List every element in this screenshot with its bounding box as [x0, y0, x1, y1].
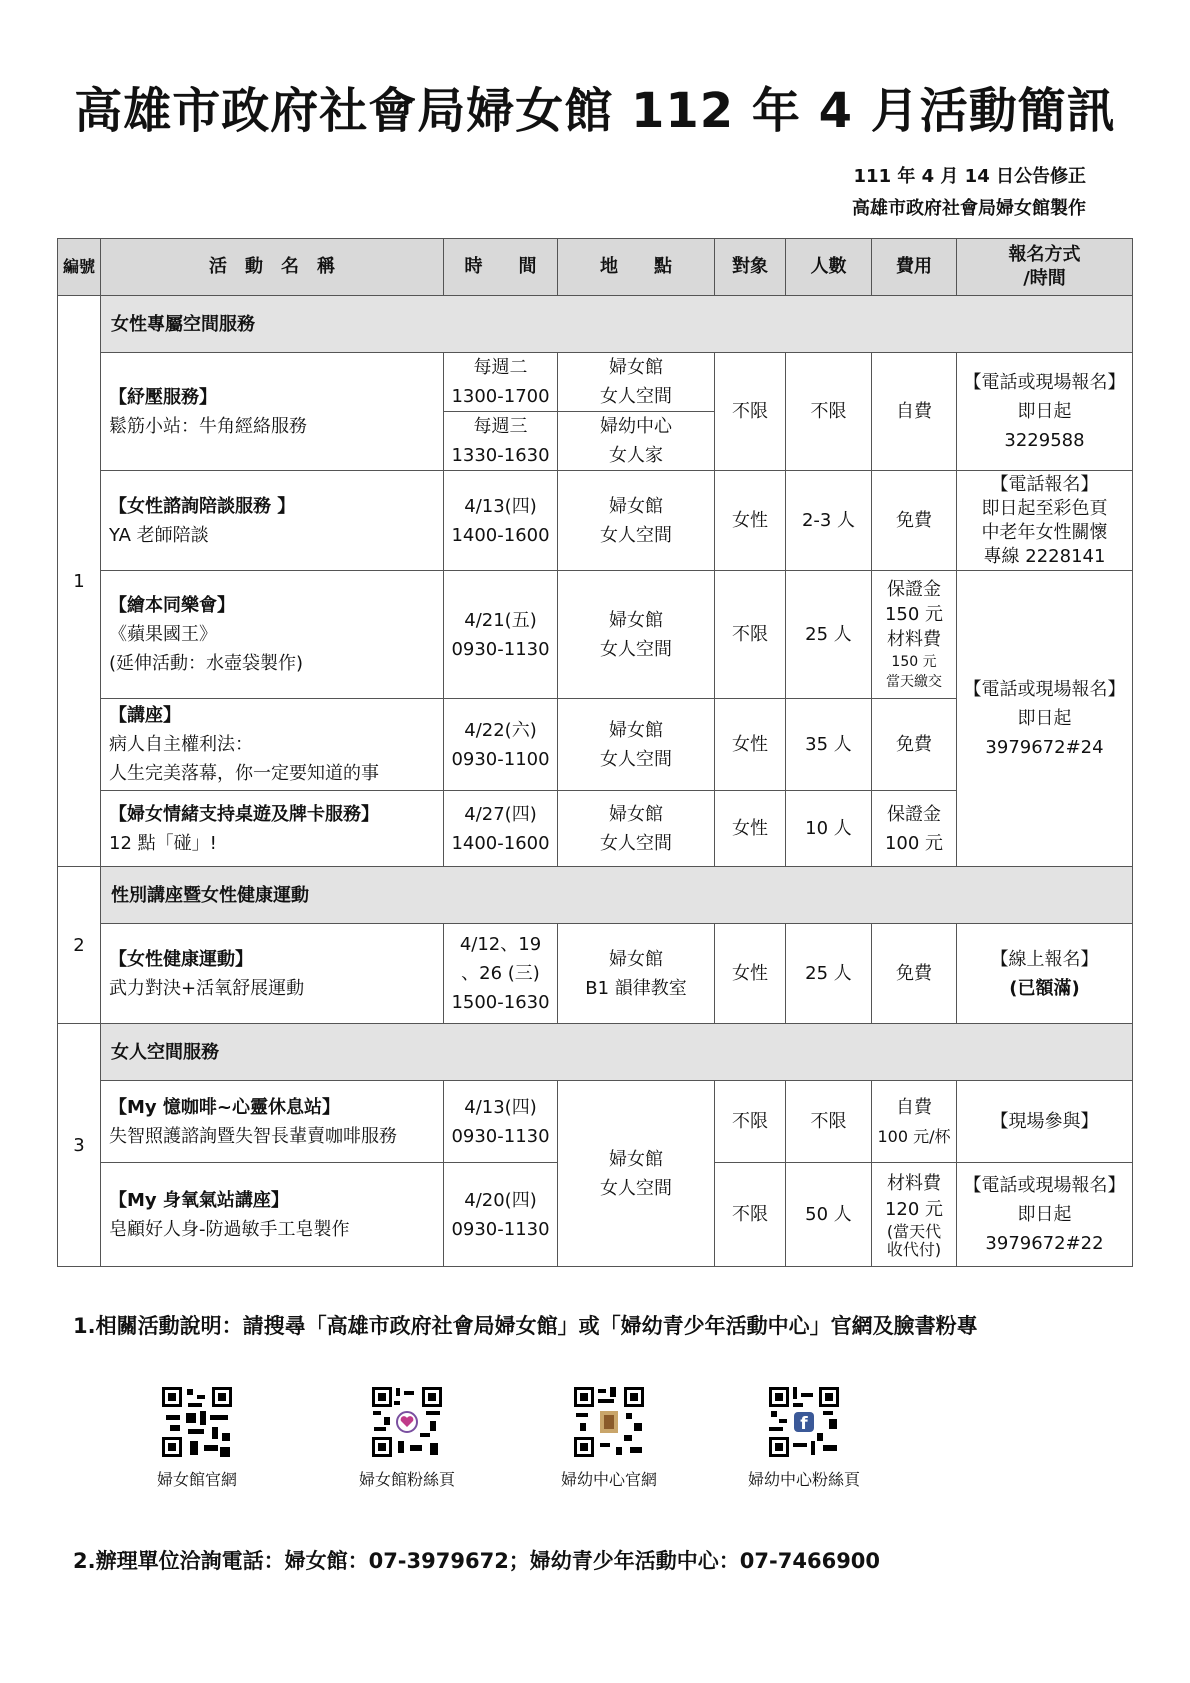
table-row [58, 1081, 1133, 1163]
qr-caption: 婦幼中心粉絲頁 [747, 1470, 860, 1489]
signup-start: 即日起 [1017, 401, 1072, 422]
qr-block-women-center-fanpage[interactable] [332, 1385, 482, 1490]
activity-place [558, 699, 715, 791]
activity-target: 不限 [715, 353, 786, 471]
place-building: 婦女館 [609, 609, 663, 631]
activity-count: 10 人 [786, 791, 872, 867]
activity-place [558, 924, 715, 1024]
activity-target: 女性 [715, 699, 786, 791]
header-name: 活 動 名 稱 [101, 239, 444, 296]
fee-note: (當天代 [886, 1221, 942, 1241]
activity-signup [957, 924, 1133, 1024]
fee-material: 材料費 [887, 629, 941, 650]
activity-name [101, 1081, 444, 1163]
activity-title: 【My 憶咖啡~心靈休息站】 [109, 1096, 340, 1118]
activity-name [101, 571, 444, 699]
place-building: 婦女館 [609, 803, 663, 825]
activity-fee [872, 1163, 957, 1267]
place-building: 婦女館 [609, 357, 663, 378]
signup-method: 【線上報名】 [990, 948, 1099, 970]
place-room: 女人空間 [600, 524, 672, 546]
activity-time [444, 353, 558, 412]
section-row [58, 296, 1133, 353]
place-building: 婦女館 [609, 495, 663, 517]
activity-fee [872, 1081, 957, 1163]
activity-count: 不限 [786, 1081, 872, 1163]
time-day: 每週三 [473, 416, 528, 437]
place-building: 婦女館 [609, 719, 663, 741]
section-title: 女性專屬空間服務 [101, 296, 1133, 353]
fee-deposit: 保證金 [887, 803, 941, 825]
activity-place [558, 412, 715, 471]
revision-date: 111 年 4 月 14 日公告修正 [853, 166, 1086, 187]
activity-signup [957, 1163, 1133, 1267]
activity-place [558, 353, 715, 412]
activity-title: 【女性諮詢陪談服務 】 [109, 495, 296, 517]
page-title: 高雄市政府社會局婦女館 112 年 4 月活動簡訊 [74, 83, 1116, 139]
qr-code-icon[interactable] [767, 1385, 841, 1459]
section-row [58, 867, 1133, 924]
activity-name [101, 1163, 444, 1267]
place-room: 女人空間 [600, 1177, 672, 1199]
fee-amount: 120 元 [884, 1198, 944, 1220]
fee-note-cont: 收代付) [886, 1239, 942, 1259]
activity-name [101, 699, 444, 791]
time-hours: 1330-1630 [451, 445, 550, 466]
activity-target: 女性 [715, 924, 786, 1024]
activity-title: 【My 身氧氣站講座】 [109, 1189, 289, 1211]
note-contact-phones: 2.辦理單位洽詢電話：婦女館：07-3979672；婦幼青少年活動中心：07-7466900 [73, 1549, 881, 1573]
fee-material-amount: 150 元 [891, 654, 937, 670]
section-number: 2 [58, 867, 101, 1024]
fee-deposit-amount: 100 元 [884, 832, 944, 854]
time-hours: 1400-1600 [451, 524, 550, 546]
signup-method: 【電話或現場報名】 [963, 679, 1126, 700]
qr-caption: 婦女館官網 [156, 1470, 237, 1489]
activity-desc: 失智照護諮詢暨失智長輩賣咖啡服務 [109, 1125, 397, 1147]
place-room: 女人空間 [600, 748, 672, 770]
time-hours: 1300-1700 [451, 386, 550, 407]
activity-table [57, 238, 1133, 1267]
place-building: 婦幼中心 [600, 416, 672, 437]
header-fee: 費用 [872, 239, 957, 296]
activity-count: 25 人 [786, 924, 872, 1024]
time-day: 4/27(四) [464, 803, 537, 825]
activity-fee [872, 791, 957, 867]
time-day: 4/20(四) [464, 1189, 537, 1211]
signup-phone: 3979672#22 [985, 1233, 1104, 1254]
activity-time [444, 791, 558, 867]
section-number: 1 [58, 296, 101, 867]
header-signup [957, 239, 1133, 296]
place-building: 婦女館 [609, 948, 663, 970]
activity-fee: 免費 [872, 924, 957, 1024]
fee-amount: 100 元/杯 [877, 1126, 951, 1146]
time-hours: 0930-1130 [451, 1218, 550, 1240]
activity-desc: 病人自主權利法： [109, 734, 253, 755]
signup-method: 【電話報名】 [990, 473, 1099, 495]
svg-text:f: f [800, 1414, 808, 1434]
signup-phone: 3979672#24 [985, 737, 1104, 758]
place-room: 女人空間 [600, 832, 672, 854]
activity-signup [957, 571, 1133, 867]
time-dates: 4/12、19 [459, 934, 542, 955]
producer: 高雄市政府社會局婦女館製作 [852, 198, 1086, 219]
signup-start: 即日起 [1017, 708, 1072, 729]
header-target: 對象 [715, 239, 786, 296]
activity-count: 25 人 [786, 571, 872, 699]
table-row [58, 353, 1133, 412]
activity-fee [872, 571, 957, 699]
activity-title: 【繪本同樂會】 [109, 595, 235, 616]
signup-phone: 3229588 [1004, 430, 1085, 451]
activity-fee: 免費 [872, 471, 957, 571]
qr-block-women-center-site[interactable] [122, 1385, 272, 1490]
activity-title: 【女性健康運動】 [109, 948, 253, 970]
qr-caption: 婦女館粉絲頁 [358, 1470, 455, 1489]
section-title: 性別講座暨女性健康運動 [101, 867, 1133, 924]
activity-target: 不限 [715, 571, 786, 699]
activity-place [558, 791, 715, 867]
activity-count: 不限 [786, 353, 872, 471]
place-building: 婦女館 [609, 1148, 663, 1170]
section-row [58, 1024, 1133, 1081]
activity-time [444, 699, 558, 791]
activity-target: 不限 [715, 1081, 786, 1163]
header-signup-line1: 報名方式 [1008, 244, 1081, 265]
qr-code-icon[interactable] [572, 1385, 646, 1459]
table-row [58, 571, 1133, 699]
qr-block-children-center-site[interactable] [534, 1385, 684, 1490]
activity-signup [957, 353, 1133, 471]
header-place: 地 點 [558, 239, 715, 296]
activity-subtitle: 人生完美落幕，你一定要知道的事 [109, 763, 379, 784]
activity-desc: 鬆筋小站：牛角經絡服務 [109, 415, 307, 437]
note-activity-info: 1.相關活動說明：請搜尋「高雄市政府社會局婦女館」或「婦幼青少年活動中心」官網及臉書粉專 [73, 1314, 978, 1338]
qr-block-children-center-fanpage[interactable] [729, 1385, 879, 1490]
activity-count: 35 人 [786, 699, 872, 791]
table-header [58, 239, 1133, 296]
activity-extra: (延伸活動：水壺袋製作) [109, 653, 304, 674]
activity-name [101, 791, 444, 867]
activity-desc: 12 點「碰」! [109, 832, 217, 854]
activity-desc: 《蘋果國王》 [109, 624, 217, 645]
header-num: 編號 [58, 239, 101, 296]
time-day: 4/13(四) [464, 1096, 537, 1118]
fee-note: 當天繳交 [886, 674, 942, 690]
place-room: 女人家 [609, 445, 663, 466]
table-row [58, 924, 1133, 1024]
activity-time [444, 924, 558, 1024]
section-title: 女人空間服務 [101, 1024, 1133, 1081]
activity-desc: 武力對決+活氧舒展運動 [109, 977, 305, 999]
activity-name [101, 353, 444, 471]
table-row [58, 471, 1133, 571]
activity-place [558, 471, 715, 571]
signup-phone: 專線 2228141 [983, 545, 1106, 567]
activity-time [444, 571, 558, 699]
activity-title: 【婦女情緒支持桌遊及牌卡服務】 [109, 803, 379, 825]
activity-time [444, 412, 558, 471]
time-day: 4/22(六) [464, 719, 537, 741]
place-room: 女人空間 [600, 386, 672, 407]
signup-note: 中老年女性關懷 [981, 521, 1108, 543]
time-day: 4/21(五) [464, 609, 537, 631]
activity-title: 【講座】 [109, 705, 181, 726]
fee-type: 材料費 [887, 1172, 941, 1194]
qr-caption: 婦幼中心官網 [560, 1470, 657, 1489]
activity-place [558, 571, 715, 699]
activity-time [444, 1081, 558, 1163]
activity-fee: 自費 [872, 353, 957, 471]
time-hours: 0930-1130 [451, 638, 550, 660]
header-time: 時 間 [444, 239, 558, 296]
signup-method: 【電話或現場報名】 [963, 1175, 1126, 1196]
section-number: 3 [58, 1024, 101, 1267]
place-room: 女人空間 [600, 638, 672, 660]
activity-desc: YA 老師陪談 [109, 524, 209, 546]
activity-signup [957, 471, 1133, 571]
time-dates-cont: 、26 (三) [461, 963, 540, 984]
header-signup-line2: /時間 [1023, 268, 1066, 289]
activity-count: 50 人 [786, 1163, 872, 1267]
activity-count: 2-3 人 [786, 471, 872, 571]
qr-code-icon[interactable] [160, 1385, 234, 1459]
fee-type: 自費 [896, 1096, 932, 1118]
signup-start: 即日起 [1017, 1204, 1072, 1225]
activity-place [558, 1081, 715, 1267]
activity-target: 女性 [715, 471, 786, 571]
fee-deposit: 保證金 [887, 579, 941, 600]
signup-start: 即日起至彩色頁 [981, 497, 1108, 519]
activity-signup: 【現場參與】 [957, 1081, 1133, 1163]
activity-target: 不限 [715, 1163, 786, 1267]
fee-deposit-amount: 150 元 [884, 604, 944, 625]
signup-status: (已額滿) [1009, 977, 1080, 999]
qr-code-icon[interactable] [370, 1385, 444, 1459]
time-hours: 0930-1100 [451, 748, 550, 770]
activity-target: 女性 [715, 791, 786, 867]
time-day: 每週二 [473, 357, 528, 378]
activity-title: 【紓壓服務】 [109, 386, 217, 408]
activity-desc: 皂顧好人身-防過敏手工皂製作 [109, 1218, 350, 1240]
activity-name [101, 924, 444, 1024]
time-hours: 0930-1130 [451, 1125, 550, 1147]
time-hours: 1400-1600 [451, 832, 550, 854]
time-hours: 1500-1630 [451, 992, 550, 1013]
signup-method: 【電話或現場報名】 [963, 372, 1126, 393]
header-count: 人數 [786, 239, 872, 296]
activity-time [444, 471, 558, 571]
activity-name [101, 471, 444, 571]
activity-time [444, 1163, 558, 1267]
place-room: B1 韻律教室 [585, 977, 687, 999]
activity-fee: 免費 [872, 699, 957, 791]
time-day: 4/13(四) [464, 495, 537, 517]
